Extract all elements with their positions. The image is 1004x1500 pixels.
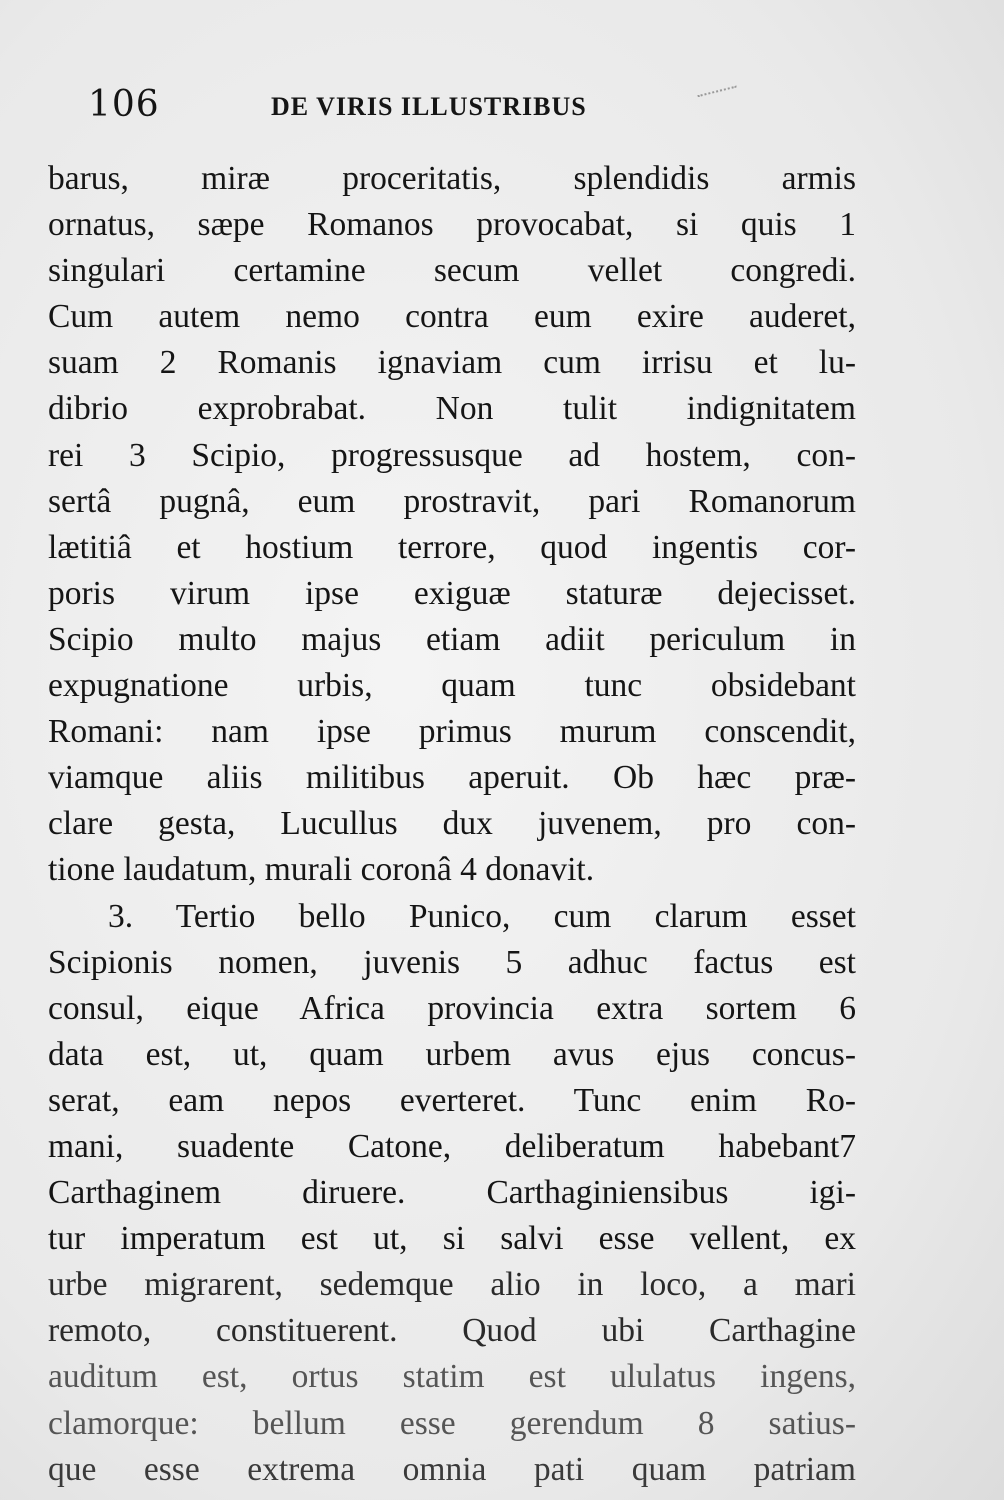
- text-line: expugnatione urbis, quam tunc obsidebant: [48, 667, 856, 705]
- text-line: que esse extrema omnia pati quam patriam: [48, 1450, 856, 1488]
- body-text: [48, 156, 856, 1493]
- text-line: urbe migrarent, sedemque alio in loco, a mari: [48, 1266, 856, 1304]
- text-line: tione laudatum, murali coronâ 4 donavit.: [48, 851, 595, 889]
- text-line: clare gesta, Lucullus dux juvenem, pro con-: [48, 805, 856, 843]
- text-line: clamorque: bellum esse gerendum 8 satius-: [48, 1404, 856, 1442]
- text-line: mani, suadente Catone, deliberatum habebant7: [48, 1127, 856, 1165]
- text-line: lætitiâ et hostium terrore, quod ingentis cor-: [48, 528, 856, 566]
- text-line: rei 3 Scipio, progressusque ad hostem, con-: [48, 436, 856, 474]
- text-line: remoto, constituerent. Quod ubi Carthagine: [48, 1312, 856, 1350]
- ink-smudge: [697, 86, 742, 121]
- paragraph-start-line: 3. Tertio bello Punico, cum clarum esset: [108, 897, 856, 935]
- text-line: data est, ut, quam urbem avus ejus concus-: [48, 1035, 856, 1073]
- text-line: auditum est, ortus statim est ululatus ingens,: [48, 1358, 856, 1396]
- text-line: Cum autem nemo contra eum exire auderet,: [48, 298, 856, 336]
- text-line: viamque aliis militibus aperuit. Ob hæc præ-: [48, 759, 856, 797]
- page-header: [88, 84, 688, 124]
- text-line: tur imperatum est ut, si salvi esse vellent, ex: [48, 1220, 856, 1258]
- text-line: suam 2 Romanis ignaviam cum irrisu et lu-: [48, 344, 856, 382]
- text-line: singulari certamine secum vellet congredi.: [48, 252, 856, 290]
- text-line: consul, eique Africa provincia extra sortem 6: [48, 989, 856, 1027]
- text-line: Scipio multo majus etiam adiit periculum in: [48, 620, 856, 658]
- text-line: ornatus, sæpe Romanos provocabat, si quis 1: [48, 206, 856, 244]
- text-line: Romani: nam ipse primus murum conscendit,: [48, 713, 856, 751]
- text-line: Scipionis nomen, juvenis 5 adhuc factus est: [48, 943, 856, 981]
- text-line: Carthaginem diruere. Carthaginiensibus igi-: [48, 1174, 856, 1212]
- page-number: 106: [88, 84, 160, 125]
- text-line: sertâ pugnâ, eum prostravit, pari Romanorum: [48, 482, 856, 520]
- text-line: poris virum ipse exiguæ staturæ dejecisset.: [48, 574, 856, 612]
- text-line: dibrio exprobrabat. Non tulit indignitatem: [48, 390, 856, 428]
- text-line: barus, miræ proceritatis, splendidis armis: [48, 160, 856, 197]
- text-line: serat, eam nepos everteret. Tunc enim Ro-: [48, 1081, 856, 1119]
- running-title: DE VIRIS ILLUSTRIBUS: [271, 92, 587, 121]
